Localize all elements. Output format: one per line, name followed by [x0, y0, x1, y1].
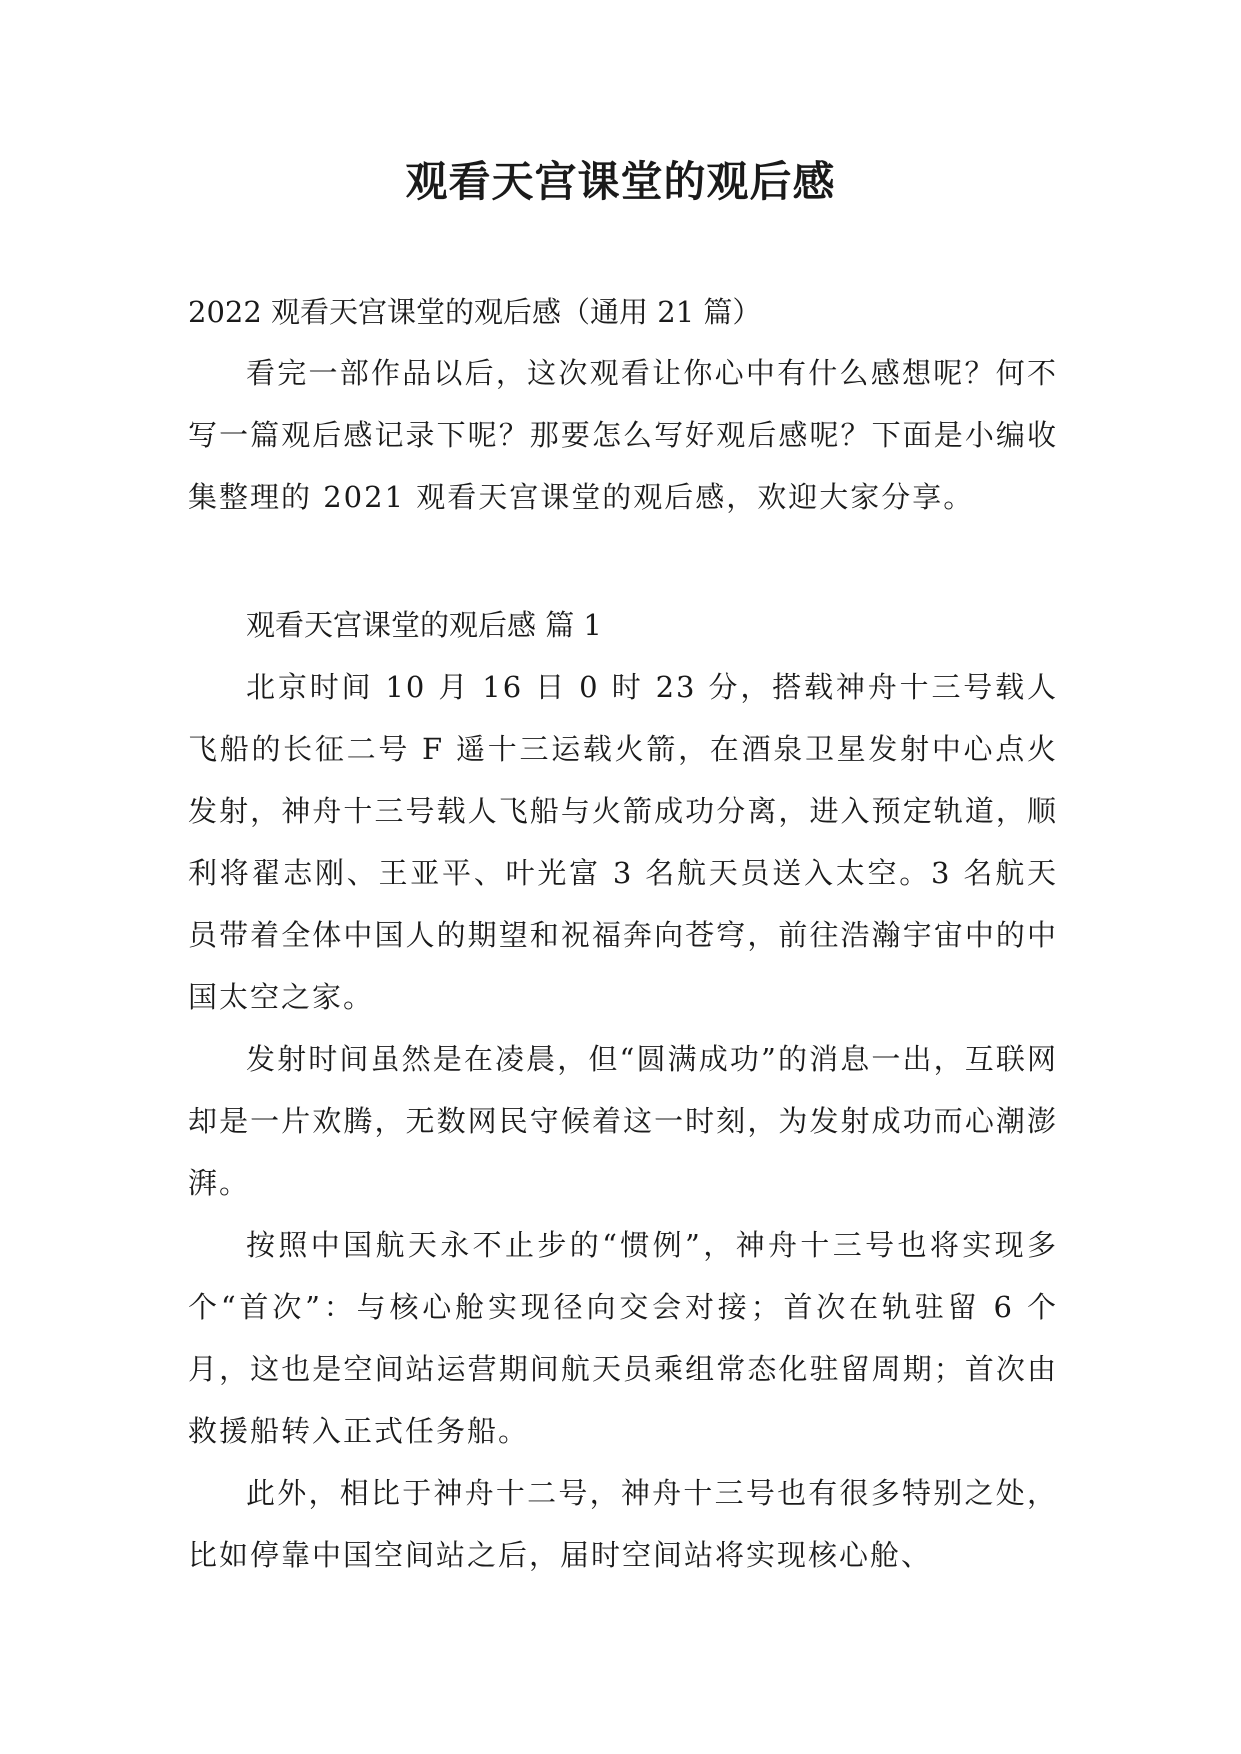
body-paragraph: 此外，相比于神舟十二号，神舟十三号也有很多特别之处，比如停靠中国空间站之后，届时空间站将实现核心舱、: [188, 1476, 1058, 1572]
intro-paragraph: 看完一部作品以后，这次观看让你心中有什么感想呢？何不写一篇观后感记录下呢？那要怎么写好观后感呢？下面是小编收集整理的 2021 观看天宫课堂的观后感，欢迎大家分享。: [188, 356, 1058, 514]
body-paragraph: 按照中国航天永不止步的“惯例”，神舟十三号也将实现多个“首次”：与核心舱实现径向交会对接；首次在轨驻留 6 个月，这也是空间站运营期间航天员乘组常态化驻留周期；首次由救援船转入正式任务船。: [188, 1228, 1058, 1448]
document-body: [188, 282, 1058, 1586]
body-paragraph: 北京时间 10 月 16 日 0 时 23 分，搭载神舟十三号载人飞船的长征二号 F 遥十三运载火箭，在酒泉卫星发射中心点火发射，神舟十三号载人飞船与火箭成功分离，进入预定轨道，顺利将翟志刚、王亚平、叶光富 3 名航天员送入太空。3 名航天员带着全体中国人的期望和祝福奔向苍穹，前往浩瀚宇宙中的中国太空之家。: [188, 670, 1058, 1014]
body-paragraph: 发射时间虽然是在凌晨，但“圆满成功”的消息一出，互联网却是一片欢腾，无数网民守候着这一时刻，为发射成功而心潮澎湃。: [188, 1042, 1058, 1200]
section-heading: 观看天宫课堂的观后感 篇 1: [246, 608, 602, 642]
section-spacer: [188, 528, 1058, 594]
document-subtitle: 2022 观看天宫课堂的观后感（通用 21 篇）: [188, 295, 762, 329]
document-title: 观看天宫课堂的观后感: [405, 157, 836, 206]
